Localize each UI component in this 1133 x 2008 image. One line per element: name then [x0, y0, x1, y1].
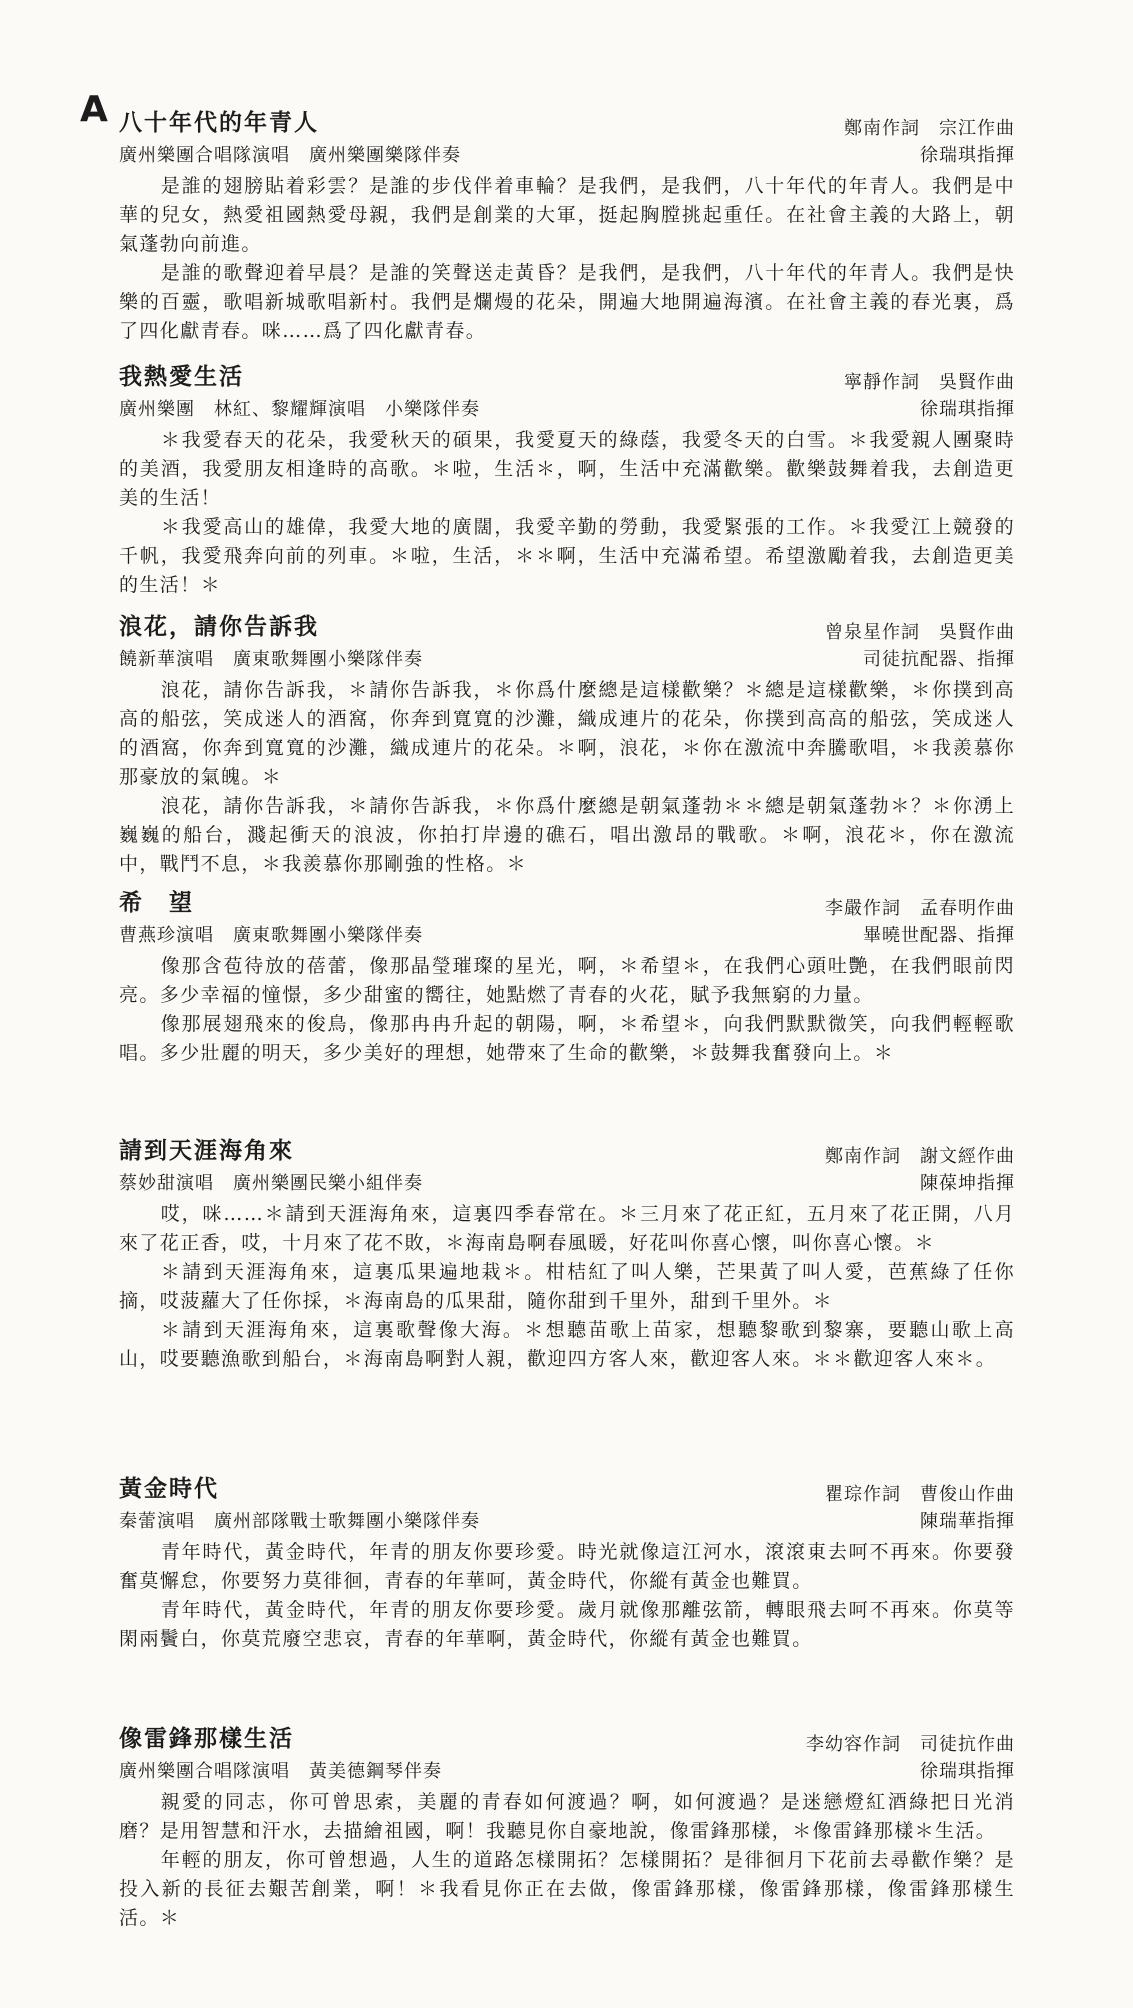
song-block [119, 108, 1015, 346]
song-title: 浪花，請你告訴我 [119, 614, 319, 640]
side-letter: A [80, 89, 108, 130]
song-title: 八十年代的年青人 [119, 110, 319, 136]
song-conductor: 徐瑞琪指揮 [920, 399, 1015, 420]
lyric-verse: 青年時代，黃金時代，年青的朋友你要珍愛。歲月就像那離弦箭，轉眼飛去呵不再來。你莫等閑兩鬢白，你莫荒廢空悲哀，青春的年華啊，黃金時代，你縱有黃金也難買。 [119, 1599, 1015, 1650]
song-performers: 蔡妙甜演唱 廣州樂團民樂小組伴奏 [119, 1173, 423, 1194]
song-performers: 饒新華演唱 廣東歌舞團小樂隊伴奏 [119, 649, 423, 670]
lyric-verse: 是誰的歌聲迎着早晨？是誰的笑聲送走黃昏？是我們，是我們，八十年代的年青人。我們是快樂的百靈，歌唱新城歌唱新村。我們是爛熳的花朵，開遍大地開遍海濱。在社會主義的春光裏，爲了四化獻青春。咪……爲了四化獻青春。 [119, 262, 1015, 342]
lyric-verse: 是誰的翅膀貼着彩雲？是誰的步伐伴着車輪？是我們，是我們，八十年代的年青人。我們是中華的兒女，熱愛祖國熱愛母親，我們是創業的大軍，挺起胸膛挑起重任。在社會主義的大路上，朝氣蓬勃向前進。 [119, 175, 1015, 255]
song-title: 黃金時代 [119, 1476, 219, 1502]
song-block [119, 1474, 1015, 1654]
song-credit: 鄭南作詞 謝文經作曲 [825, 1146, 1015, 1167]
song-credit: 寧靜作詞 吳賢作曲 [844, 372, 1015, 393]
song-header [119, 362, 1015, 396]
performer-row [119, 396, 1015, 426]
song-block [119, 888, 1015, 1068]
song-credit: 曾泉星作詞 吳賢作曲 [825, 622, 1015, 643]
song-performers: 廣州樂團合唱隊演唱 廣州樂團樂隊伴奏 [119, 145, 461, 166]
song-performers: 廣州樂團合唱隊演唱 黃美德鋼琴伴奏 [119, 1761, 442, 1782]
performer-row [119, 1758, 1015, 1788]
song-title: 希 望 [119, 890, 194, 916]
song-header [119, 1474, 1015, 1508]
song-block [119, 612, 1015, 879]
song-title: 像雷鋒那樣生活 [119, 1726, 294, 1752]
lyric-verse: 像那含苞待放的蓓蕾，像那晶瑩璀璨的星光，啊，＊希望＊，在我們心頭吐艷，在我們眼前閃亮。多少幸福的憧憬，多少甜蜜的嚮往，她點燃了青春的火花，賦予我無窮的力量。 [119, 955, 1015, 1006]
lyric-verse: ＊請到天涯海角來，這裏瓜果遍地栽＊。柑桔紅了叫人樂，芒果黃了叫人愛，芭蕉綠了任你摘，哎菠蘿大了任你採，＊海南島的瓜果甜，隨你甜到千里外，甜到千里外。＊ [119, 1261, 1015, 1312]
song-credit: 李嚴作詞 孟春明作曲 [825, 898, 1015, 919]
lyric-verse: 像那展翅飛來的俊鳥，像那冉冉升起的朝陽，啊，＊希望＊，向我們默默微笑，向我們輕輕歌唱。多少壯麗的明天，多少美好的理想，她帶來了生命的歡樂，＊鼓舞我奮發向上。＊ [119, 1013, 1015, 1064]
lyric-verse: ＊請到天涯海角來，這裏歌聲像大海。＊想聽苗歌上苗家，想聽黎歌到黎寨，要聽山歌上高山，哎要聽漁歌到船台，＊海南島啊對人親，歡迎四方客人來，歡迎客人來。＊＊歡迎客人來＊。 [119, 1319, 1015, 1370]
song-performers: 曹燕珍演唱 廣東歌舞團小樂隊伴奏 [119, 925, 423, 946]
performer-row [119, 1508, 1015, 1538]
song-header [119, 888, 1015, 922]
song-credit: 李幼容作詞 司徒抗作曲 [806, 1734, 1015, 1755]
performer-row [119, 142, 1015, 172]
performer-row [119, 1170, 1015, 1200]
song-block [119, 1724, 1015, 1933]
lyric-verse: ＊我愛高山的雄偉，我愛大地的廣闊，我愛辛勤的勞動，我愛緊張的工作。＊我愛江上競發的千帆，我愛飛奔向前的列車。＊啦，生活，＊＊啊，生活中充滿希望。希望激勵着我，去創造更美的生活！＊ [119, 516, 1015, 596]
lyric-verse: 浪花，請你告訴我，＊請你告訴我，＊你爲什麼總是朝氣蓬勃＊＊總是朝氣蓬勃＊？＊你湧上巍巍的船台，濺起衝天的浪波，你拍打岸邊的礁石，唱出激昂的戰歌。＊啊，浪花＊，你在激流中，戰鬥不息，＊我羨慕你那剛強的性格。＊ [119, 795, 1015, 875]
song-credit: 鄭南作詞 宗江作曲 [844, 118, 1015, 139]
performer-row [119, 922, 1015, 952]
lyric-verse: 哎，咪……＊請到天涯海角來，這裏四季春常在。＊三月來了花正紅，五月來了花正開，八月來了花正香，哎，十月來了花不敗，＊海南島啊春風暖，好花叫你喜心懷，叫你喜心懷。＊ [119, 1203, 1015, 1254]
song-title: 請到天涯海角來 [119, 1138, 294, 1164]
song-header [119, 612, 1015, 646]
song-conductor: 陳瑞華指揮 [920, 1511, 1015, 1532]
song-conductor: 徐瑞琪指揮 [920, 1761, 1015, 1782]
lyric-verse: 浪花，請你告訴我，＊請你告訴我，＊你爲什麼總是這樣歡樂？＊總是這樣歡樂，＊你撲到高高的船弦，笑成迷人的酒窩，你奔到寬寬的沙灘，織成連片的花朵，你撲到高高的船弦，笑成迷人的酒窩，你奔到寬寬的沙灘，織成連片的花朵。＊啊，浪花，＊你在激流中奔騰歌唱，＊我羨慕你那豪放的氣魄。＊ [119, 679, 1015, 788]
song-conductor: 徐瑞琪指揮 [920, 145, 1015, 166]
song-block [119, 362, 1015, 600]
performer-row [119, 646, 1015, 676]
song-header [119, 1136, 1015, 1170]
song-conductor: 陳葆坤指揮 [920, 1173, 1015, 1194]
song-block [119, 1136, 1015, 1374]
lyric-verse: 青年時代，黃金時代，年青的朋友你要珍愛。時光就像這江河水，滾滾東去呵不再來。你要發奮莫懈怠，你要努力莫徘徊，青春的年華呵，黃金時代，你縱有黃金也難買。 [119, 1541, 1015, 1592]
song-title: 我熱愛生活 [119, 364, 244, 390]
song-header [119, 1724, 1015, 1758]
song-performers: 廣州樂團 林紅、黎耀輝演唱 小樂隊伴奏 [119, 399, 480, 420]
song-performers: 秦蕾演唱 廣州部隊戰士歌舞團小樂隊伴奏 [119, 1511, 480, 1532]
song-header [119, 108, 1015, 142]
song-conductor: 司徒抗配器、指揮 [863, 649, 1015, 670]
song-conductor: 畢曉世配器、指揮 [863, 925, 1015, 946]
lyric-verse: ＊我愛春天的花朵，我愛秋天的碩果，我愛夏天的綠蔭，我愛冬天的白雪。＊我愛親人團聚時的美酒，我愛朋友相逢時的高歌。＊啦，生活＊，啊，生活中充滿歡樂。歡樂鼓舞着我，去創造更美的生活！ [119, 429, 1015, 509]
song-credit: 瞿琮作詞 曹俊山作曲 [825, 1484, 1015, 1505]
lyric-verse: 親愛的同志，你可曾思索，美麗的青春如何渡過？啊，如何渡過？是迷戀燈紅酒綠把日光消磨？是用智慧和汗水，去描繪祖國，啊！我聽見你自豪地說，像雷鋒那樣，＊像雷鋒那樣＊生活。 [119, 1791, 1015, 1842]
lyric-verse: 年輕的朋友，你可曾想過，人生的道路怎樣開拓？怎樣開拓？是徘徊月下花前去尋歡作樂？是投入新的長征去艱苦創業，啊！＊我看見你正在去做，像雷鋒那樣，像雷鋒那樣，像雷鋒那樣生活。＊ [119, 1849, 1015, 1929]
